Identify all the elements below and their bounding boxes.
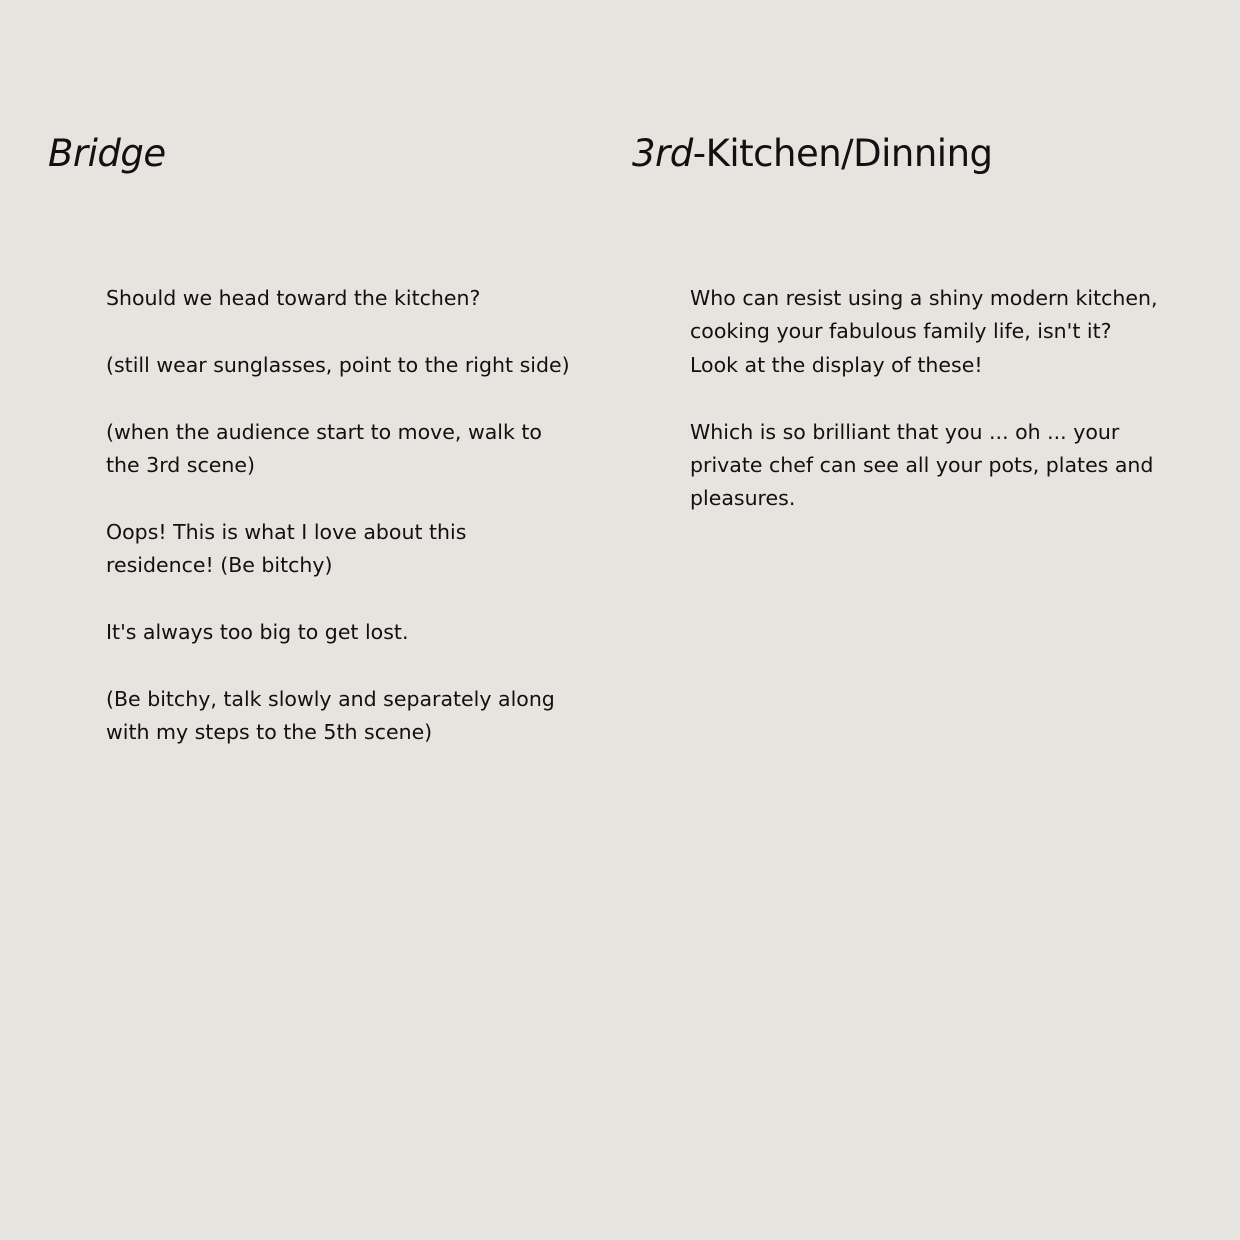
- left-title-text: Bridge: [48, 132, 166, 175]
- text-line: (still wear sunglasses, point to the right side): [106, 352, 570, 377]
- text-line: private chef can see all your pots, plates and: [690, 453, 1154, 478]
- paragraph: [106, 416, 576, 483]
- text-line: cooking your fabulous family life, isn't it?: [690, 319, 1112, 344]
- text-line: (when the audience start to move, walk to: [106, 419, 542, 444]
- right-title: [632, 130, 993, 178]
- text-line: Should we head toward the kitchen?: [106, 286, 481, 310]
- paragraph: [106, 282, 576, 315]
- left-title: [48, 130, 166, 178]
- right-title-text: -Kitchen/Dinning: [692, 132, 993, 175]
- left-body: [106, 282, 576, 783]
- text-line: Which is so brilliant that you ... oh ... your: [690, 419, 1120, 444]
- text-line: Oops! This is what I love about this: [106, 519, 467, 544]
- paragraph: [106, 616, 576, 649]
- paragraph: [106, 516, 576, 583]
- right-title-number: 3rd: [632, 132, 693, 175]
- paragraph: [106, 683, 576, 750]
- text-line: residence! (Be bitchy): [106, 553, 333, 578]
- paragraph: [690, 282, 1160, 382]
- right-body: [690, 282, 1160, 549]
- text-line: Who can resist using a shiny modern kitchen,: [690, 286, 1158, 310]
- text-line: the 3rd scene): [106, 453, 255, 477]
- text-line: with my steps to the 5th scene): [106, 720, 433, 745]
- paragraph: [106, 349, 576, 382]
- text-line: pleasures.: [690, 486, 796, 511]
- text-line: It's always too big to get lost.: [106, 620, 409, 644]
- paragraph: [690, 416, 1160, 516]
- text-line: (Be bitchy, talk slowly and separately along: [106, 686, 555, 711]
- text-line: Look at the display of these!: [690, 352, 983, 377]
